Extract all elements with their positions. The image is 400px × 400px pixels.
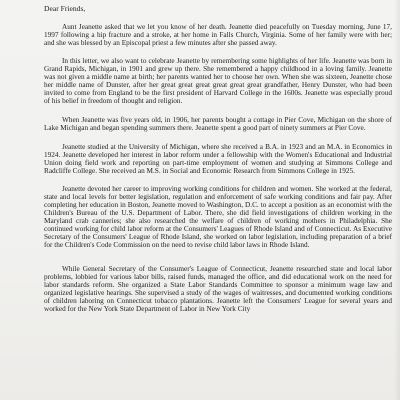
letter-paragraph-connecticut: While General Secretary of the Consumer's League of Connecticut, Jeanette researched state and local labor problems, lobbied for various labor bills, raised funds, managed the office, and did educational work on the need for labor standards reform. She organized a State Labor Standards Committee to sponsor a minimum wage law and organized legislative hearings. She supervised a study of the wages of waitresses, and documented working conditions of children laboring on Connecticut tobacco plantations. Jeanette left the Consumers' League for several years and worked for the New York State Department of Labor in New York City [44, 265, 392, 314]
letter-paragraph-early-life: In this letter, we also want to celebrate Jeanette by remembering some highlights of her life. Jeanette was born in Grand Rapids, Michigan, in 1901 and grew up there. She remembered a happy childhood in a loving family. Jeanette was not given a middle name at birth; her parents wanted her to choose her own. When she was sixteen, Jeanette chose her middle name of Dunster, after her great great great great great great grandfather, Henry Dunster, who had been invited to come from England to be the first president of Harvard College in the 1600s. Jeanette was especially proud of his belief in freedom of thought and religion. [44, 57, 392, 106]
letter-paragraph-death-notice: Aunt Jeanette asked that we let you know of her death. Jeanette died peacefully on Tuesday morning, June 17, 1997 following a hip fracture and a stroke, at her home in Falls Church, Virginia. Some of her family were with her; and she was blessed by an Episcopal priest a few minutes after she passed away. [44, 23, 392, 48]
letter-paragraph-education: Jeanette studied at the University of Michigan, where she received a B.A. in 1923 and an M.A. in Economics in 1924. Jeanette developed her interest in labor reform under a fellowship with the Women's Educational and Industrial Union doing field work and reporting on part-time employment of women and studying at Simmons College and Radcliffe College. She received an M.S. in Social and Economic Research from Simmons College in 1925. [44, 142, 392, 175]
letter-salutation: Dear Friends, [44, 4, 86, 13]
letter-paragraph-pier-cove: When Jeanette was five years old, in 1906, her parents bought a cottage in Pier Cove, Michigan on the shore of Lake Michigan and began spending summers there. Jeanette spent a good part of ninety summers at Pier Cove. [44, 115, 392, 133]
page-edge-shadow [394, 0, 400, 400]
letter-paragraph-career: Jeanette devoted her career to improving working conditions for children and women. She worked at the federal, state and local levels for better legislation, regulation and enforcement of safe working conditions and fair pay. After completing her education in Boston, Jeanette moved to Washington, D.C. to accept a position as an economist with the Children's Bureau of the U.S. Department of Labor. There, she did field investigations of children working in the Maryland crab canneries; she also researched the welfare of children of working mothers in Philadelphia. She continued working for child labor reform at the Consumers' Leagues of Rhode Island and of Connecticut. As Executive Secretary of the Consumers' League of Rhode Island, she worked on labor legislation, including preparation of a brief for the Children's Code Commission on the need to revise child labor laws in Rhode Island. [44, 184, 392, 250]
letter-body [44, 5, 392, 322]
